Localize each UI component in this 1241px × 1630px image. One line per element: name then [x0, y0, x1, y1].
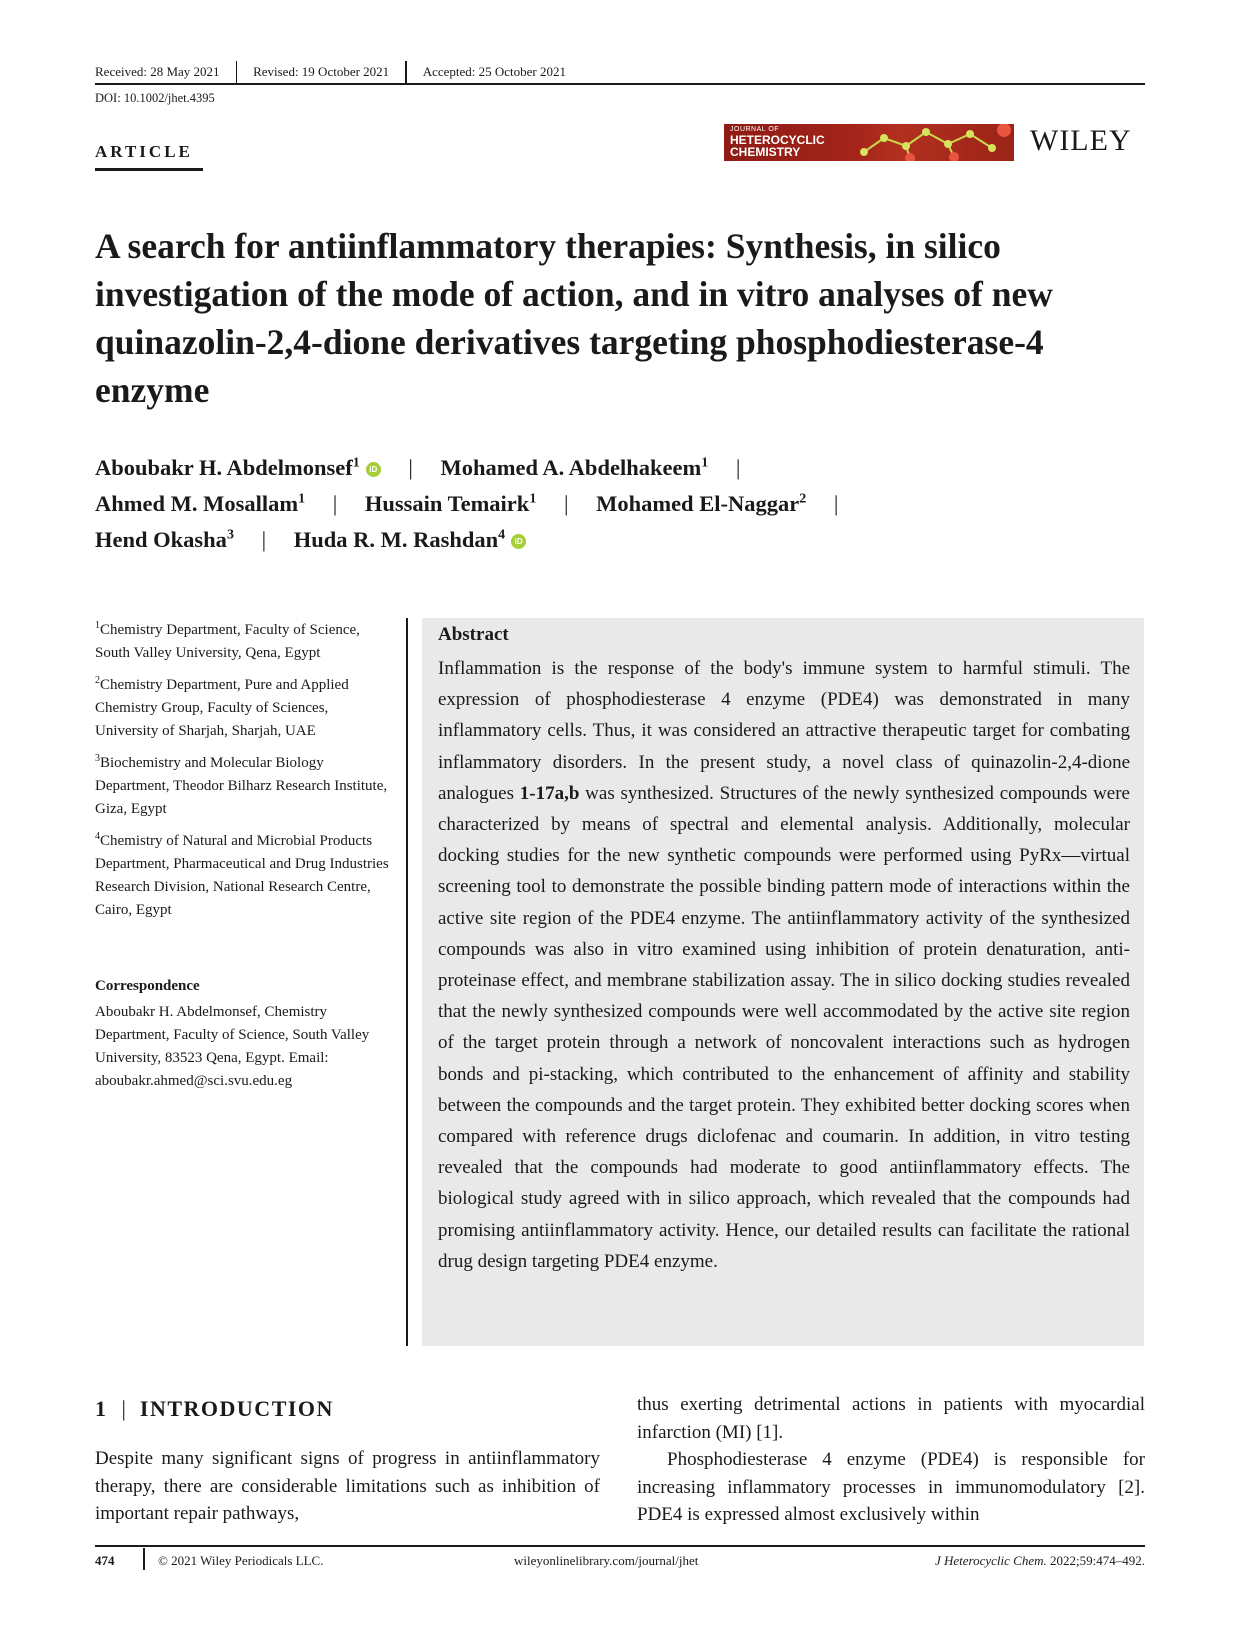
author-affiliation-mark: 1 — [529, 491, 537, 507]
intro-left-column: Despite many significant signs of progress in antiinflammatory therapy, there are considerable limitations such as inhibition of important repair pathways, — [95, 1448, 600, 1524]
affiliation — [95, 669, 395, 743]
citation — [906, 1553, 1145, 1569]
author-affiliation-mark: 2 — [799, 491, 807, 507]
molecule-graphic-icon — [844, 124, 1014, 161]
abstract-text-part: was synthesized. Structures of the newly synthesized compounds were characterized by means of spectral and elemental analysis. Additionally, molecular docking studies for the new synthetic compounds were performed using PyRx—virtual screening tool to demonstrate the possible binding pattern mode of interactions within the active site region of the PDE4 enzyme. The antiinflammatory activity of the synthesized compounds was also in vitro examined using inhibition of protein denaturation, anti-proteinase effect, and membrane stabilization assay. The in silico docking studies revealed that the newly synthesized compounds were well accommodated by the active site region of the target protein through a network of noncovalent interactions such as hydrogen bonds and pi-stacking, which contributed to the enhancement of affinity and stability between the compounds and the target protein. They exhibited better docking scores when compared with reference drugs diclofenac and coumarin. In addition, in vitro testing revealed that the compounds had moderate to good antiinflammatory effects. The biological study agreed with in silico approach, which revealed that the compounds had promising antiinflammatory activity. Hence, our detailed results can facilitate the rational drug design targeting PDE4 enzyme. — [438, 782, 1130, 1272]
header-rule — [95, 83, 1145, 85]
affiliation — [95, 825, 395, 922]
orcid-icon[interactable]: iD — [511, 534, 526, 549]
footer-divider — [143, 1548, 145, 1570]
affiliation-number: 1 — [95, 620, 100, 631]
section-number: 1 — [95, 1396, 108, 1421]
author-affiliation-mark: 4 — [498, 527, 506, 543]
orcid-icon[interactable]: iD — [366, 462, 381, 477]
copyright: © 2021 Wiley Periodicals LLC. — [158, 1553, 324, 1568]
citation-details: 2022;59:474–492. — [1046, 1553, 1145, 1568]
journal-logo — [724, 124, 1014, 161]
author-name[interactable]: Huda R. M. Rashdan — [293, 527, 499, 552]
compound-label: 1-17a,b — [519, 782, 580, 804]
history-dates — [95, 61, 566, 83]
section-heading-introduction — [95, 1396, 334, 1422]
abstract-text — [438, 653, 1130, 1277]
intro-paragraph: Phosphodiesterase 4 enzyme (PDE4) is responsible for increasing inflammatory processes in immunomodulatory [2]. PDE4 is expressed almost exclusively within — [637, 1449, 1145, 1525]
article-title: A search for antiinflammatory therapies: Synthesis, in silico investigation of the mode of action, and in vitro analyses of new quinazolin-2,4-dione derivatives targeting phosphodiesterase-4 enzyme — [95, 226, 1053, 410]
abstract-heading: Abstract — [438, 624, 509, 645]
correspondence-text: Aboubakr H. Abdelmonsef, Chemistry Department, Faculty of Science, South Valley University, 83523 Qena, Egypt. — [95, 1004, 370, 1066]
column-divider — [406, 618, 408, 1346]
journal-logo-line2: HETEROCYCLIC — [730, 133, 825, 147]
affiliation-text: Chemistry of Natural and Microbial Products Department, Pharmaceutical and Drug Industries Research Division, National Research Centre, Cairo, Egypt — [95, 833, 389, 918]
author-affiliation-mark: 1 — [701, 455, 709, 471]
journal-url[interactable]: wileyonlinelibrary.com/journal/jhet — [514, 1553, 699, 1568]
section-separator: | — [121, 1396, 126, 1421]
page-number: 474 — [95, 1553, 115, 1568]
divider — [405, 61, 407, 83]
author-name[interactable]: Ahmed M. Mosallam — [95, 491, 299, 516]
intro-right-column — [637, 1391, 1145, 1529]
article-type-underline — [95, 168, 203, 171]
received-date: Received: 28 May 2021 — [95, 64, 220, 79]
author-line-1 — [95, 455, 762, 481]
affiliation-number: 4 — [95, 831, 100, 842]
author-separator: | — [563, 491, 569, 516]
author-separator: | — [408, 455, 413, 480]
abstract-text-part: Inflammation is the response of the body's immune system to harmful stimuli. The expression of phosphodiesterase 4 enzyme (PDE4) was demonstrated in many inflammatory cells. Thus, it was considered an attractive therapeutic target for combating inflammatory disorders. In the present study, a novel class of quinazolin-2,4-dione analogues — [438, 658, 1130, 804]
revised-date: Revised: 19 October 2021 — [253, 64, 390, 79]
correspondence-body — [95, 1001, 395, 1093]
section-title: INTRODUCTION — [139, 1396, 334, 1421]
affiliation — [95, 614, 395, 665]
divider — [236, 61, 238, 83]
affiliation-number: 2 — [95, 675, 100, 686]
author-separator: | — [332, 491, 338, 516]
doi[interactable]: DOI: 10.1002/jhet.4395 — [95, 91, 215, 105]
author-separator: | — [261, 527, 267, 552]
author-name[interactable]: Mohamed A. Abdelhakeem — [440, 455, 702, 480]
intro-paragraph: thus exerting detrimental actions in patients with myocardial infarction (MI) [1]. — [637, 1394, 1145, 1443]
author-affiliation-mark: 1 — [298, 491, 306, 507]
publisher-logo: WILEY — [1030, 124, 1132, 157]
article-type-label: ARTICLE — [95, 142, 193, 161]
author-affiliation-mark: 3 — [226, 527, 234, 543]
author-name[interactable]: Hend Okasha — [95, 527, 227, 552]
author-name[interactable]: Mohamed El-Naggar — [596, 491, 800, 516]
accepted-date: Accepted: 25 October 2021 — [422, 64, 566, 79]
correspondence-email[interactable]: Email: aboubakr.ahmed@sci.svu.edu.eg — [95, 1050, 329, 1089]
author-name[interactable]: Hussain Temairk — [364, 491, 530, 516]
author-affiliation-mark: 1 — [352, 455, 360, 471]
journal-logo-line3: CHEMISTRY — [730, 145, 801, 159]
affiliation-text: Chemistry Department, Faculty of Science, South Valley University, Qena, Egypt — [95, 622, 360, 661]
author-separator: | — [735, 455, 741, 480]
footer-rule — [95, 1545, 1145, 1547]
journal-logo-line1: JOURNAL OF — [730, 126, 780, 133]
affiliation — [95, 747, 395, 821]
author-line-2 — [95, 491, 860, 517]
correspondence-heading: Correspondence — [95, 978, 200, 994]
affiliation-text: Biochemistry and Molecular Biology Department, Theodor Bilharz Research Institute, Giza, Egypt — [95, 755, 388, 817]
affiliation-number: 3 — [95, 753, 100, 764]
citation-journal: J Heterocyclic Chem. — [934, 1553, 1047, 1568]
author-name[interactable]: Aboubakr H. Abdelmonsef — [95, 455, 353, 480]
affiliation-text: Chemistry Department, Pure and Applied Chemistry Group, Faculty of Sciences, University of Sharjah, Sharjah, UAE — [95, 677, 349, 739]
author-separator: | — [833, 491, 839, 516]
author-line-3 — [95, 527, 526, 553]
affiliations — [95, 614, 395, 926]
